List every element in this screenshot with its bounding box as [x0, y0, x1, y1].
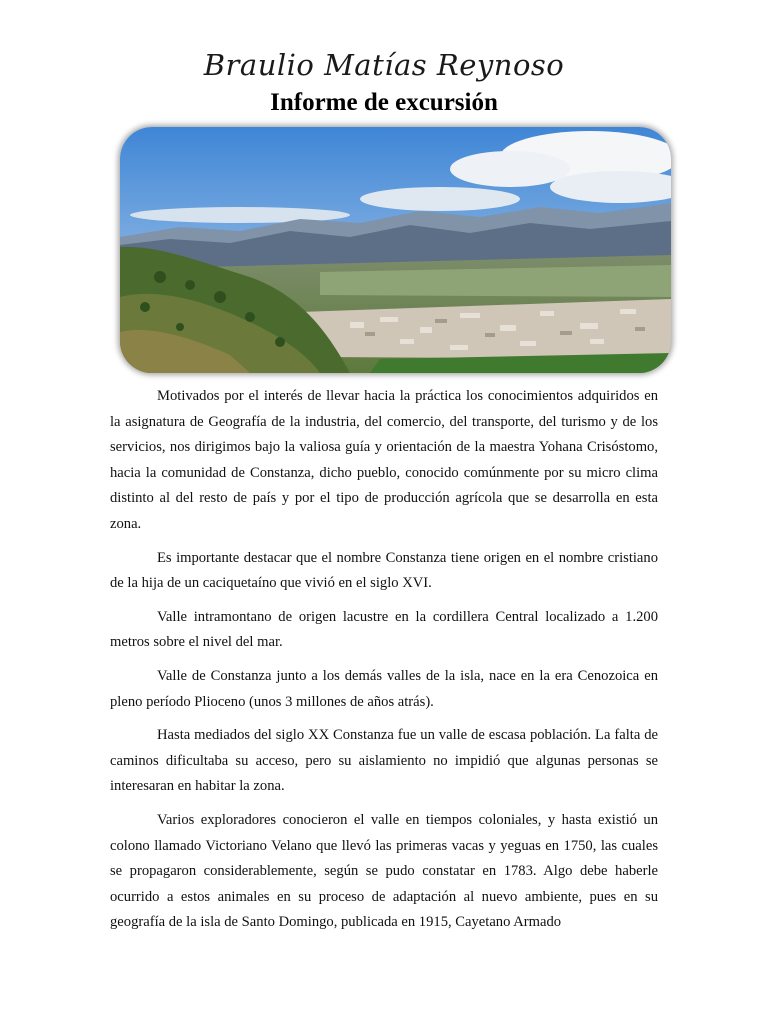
- paragraph-6: Varios exploradores conocieron el valle en tiempos coloniales, y hasta existió un colono llamado Victoriano Velano que llevó las primeras vacas y yeguas en 1750, las cuales se propagaron considerablemente, según se pudo constatar en 1783. Algo debe haberle ocurrido a estos animales en su proceso de adaptación al nuevo ambiente, pues en su geografía de la isla de Santo Domingo, publicada en 1915, Cayetano Armado: [110, 811, 658, 931]
- report-body: [110, 384, 658, 944]
- author-name: Braulio Matías Reynoso: [203, 48, 565, 82]
- valley-landscape-image: [120, 127, 671, 373]
- paragraph-3: Valle intramontano de origen lacustre en la cordillera Central localizado a 1.200 metros sobre el nivel del mar.: [110, 608, 658, 651]
- paragraph-1: Motivados por el interés de llevar hacia la práctica los conocimientos adquiridos en la asignatura de Geografía de la industria, del comercio, del transporte, del turismo y de los servicios, nos dirigimos bajo la valiosa guía y orientación de la maestra Yohana Crisóstomo, hacia la comunidad de Constanza, dicho pueblo, conocido comúnmente por su micro clima distinto al del resto de país y por el tipo de producción agrícola que se desarrolla en esta zona.: [110, 388, 658, 532]
- paragraph-5: Hasta mediados del siglo XX Constanza fue un valle de escasa población. La falta de caminos dificultaba su acceso, pero su aislamiento no impidió que algunas personas se interesaran en habitar la zona.: [110, 727, 658, 795]
- paragraph-2: Es importante destacar que el nombre Constanza tiene origen en el nombre cristiano de la hija de un caciquetaíno que vivió en el siglo XVI.: [110, 549, 658, 592]
- paragraph-4: Valle de Constanza junto a los demás valles de la isla, nace en la era Cenozoica en pleno período Plioceno (unos 3 millones de años atrás).: [110, 667, 658, 710]
- valley-photo: [120, 127, 671, 373]
- document-title: Informe de excursión: [270, 89, 498, 116]
